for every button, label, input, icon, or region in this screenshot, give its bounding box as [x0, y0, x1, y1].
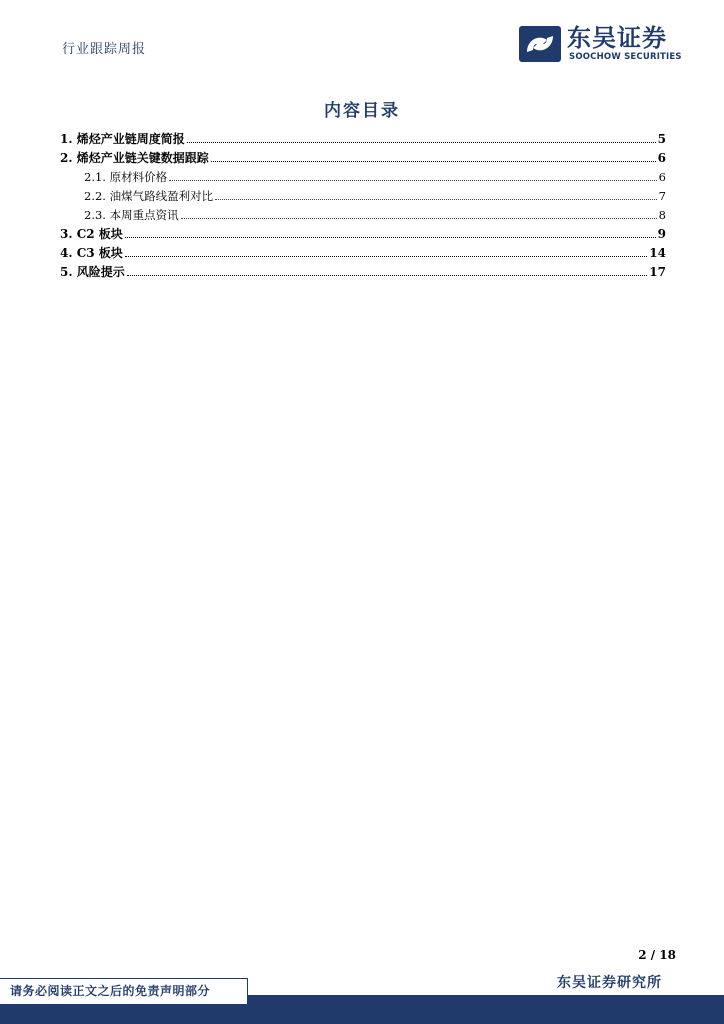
toc-entry-label: 3. C2 板块	[60, 227, 123, 241]
toc-dot-leader	[187, 142, 656, 143]
toc-subentry[interactable]	[60, 185, 666, 204]
disclaimer-notice: 请务必阅读正文之后的免责声明部分	[0, 978, 248, 1005]
toc-entry-page: 7	[658, 189, 666, 203]
toc-entry-label: 1. 烯烃产业链周度简报	[60, 132, 185, 146]
soochow-logo-icon	[519, 26, 561, 62]
toc-dot-leader	[169, 180, 657, 181]
toc-dot-leader	[215, 199, 657, 200]
toc-entry-label: 2.1. 原材料价格	[84, 170, 168, 184]
toc-entry-label: 5. 风险提示	[60, 265, 125, 279]
table-of-contents	[60, 128, 666, 280]
toc-entry[interactable]	[60, 242, 666, 261]
toc-entry-label: 2.3. 本周重点资讯	[84, 208, 179, 222]
toc-dot-leader	[211, 161, 656, 162]
page-number: 2 / 18	[638, 948, 676, 962]
toc-dot-leader	[127, 275, 648, 276]
toc-entry-label: 2.2. 油煤气路线盈利对比	[84, 189, 214, 203]
toc-entry[interactable]	[60, 128, 666, 147]
toc-entry[interactable]	[60, 261, 666, 280]
toc-entry-page: 5	[657, 132, 666, 146]
toc-entry[interactable]	[60, 223, 666, 242]
toc-entry-page: 17	[649, 265, 666, 279]
toc-dot-leader	[181, 218, 657, 219]
toc-title: 内容目录	[324, 101, 400, 121]
toc-entry[interactable]	[60, 147, 666, 166]
toc-entry-page: 14	[649, 246, 666, 260]
toc-dot-leader	[125, 237, 656, 238]
toc-entry-page: 6	[658, 170, 666, 184]
soochow-logo	[519, 24, 682, 64]
institute-name: 东吴证券研究所	[557, 975, 662, 991]
toc-entry-page: 8	[658, 208, 666, 222]
toc-entry-page: 9	[657, 227, 666, 241]
toc-entry-label: 2. 烯烃产业链关键数据跟踪	[60, 151, 209, 165]
toc-dot-leader	[125, 256, 648, 257]
toc-entry-page: 6	[657, 151, 666, 165]
toc-subentry[interactable]	[60, 166, 666, 185]
logo-english-name: SOOCHOW SECURITIES	[569, 52, 682, 62]
toc-entry-label: 4. C3 板块	[60, 246, 123, 260]
report-type-label: 行业跟踪周报	[62, 42, 147, 57]
toc-subentry[interactable]	[60, 204, 666, 223]
logo-chinese-name: 东吴证券	[567, 24, 667, 52]
